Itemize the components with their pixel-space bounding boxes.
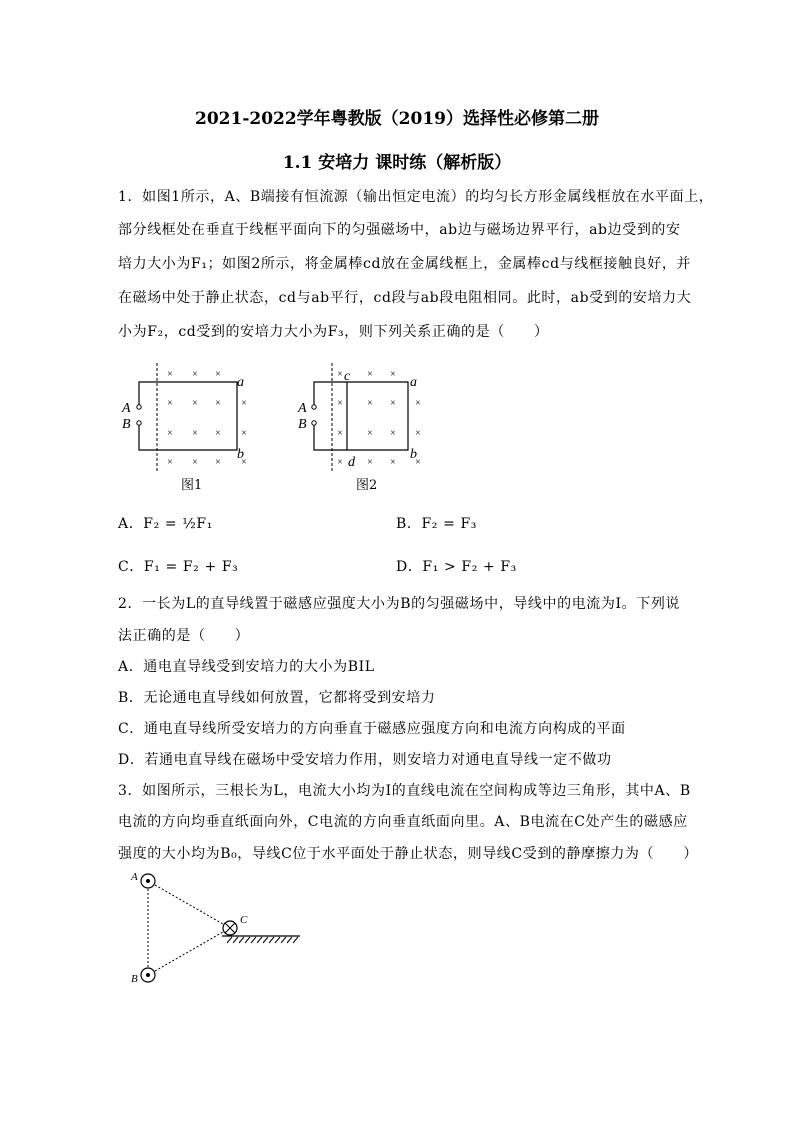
svg-text:×: ×	[415, 457, 421, 468]
fig1-label-b: b	[237, 447, 244, 462]
page-title: 2021-2022学年粤教版（2019）选择性必修第二册	[195, 109, 599, 129]
svg-text:×: ×	[415, 428, 421, 439]
svg-text:×: ×	[167, 398, 173, 409]
svg-text:×: ×	[192, 428, 198, 439]
svg-text:×: ×	[367, 369, 373, 380]
svg-text:×: ×	[192, 369, 198, 380]
fig2-caption: 图2	[356, 478, 378, 493]
fig1-caption: 图1	[181, 478, 203, 493]
q2-option-a: A．通电直导线受到安培力的大小为BIL	[118, 659, 375, 675]
q3-line-1: 3．如图所示，三根长为L，电流大小均为I的直线电流在空间构成等边三角形，其中A、B	[118, 783, 691, 799]
q1-figure-2	[290, 362, 450, 472]
q1-option-b: B．F₂ = F₃	[396, 516, 477, 532]
svg-text:×: ×	[241, 457, 247, 468]
svg-text:×: ×	[390, 398, 396, 409]
svg-text:×: ×	[337, 369, 343, 380]
q1-line-5: 小为F₂，cd受到的安培力大小为F₃，则下列关系正确的是（ ）	[118, 324, 549, 340]
q3-line-2: 电流的方向均垂直纸面向外，C电流的方向垂直纸面向里。A、B电流在C处产生的磁感应	[118, 814, 688, 830]
q1-line-2: 部分线框处在垂直于线框平面向下的匀强磁场中，ab边与磁场边界平行，ab边受到的安	[118, 222, 681, 238]
svg-text:×: ×	[337, 428, 343, 439]
svg-text:×: ×	[337, 398, 343, 409]
svg-text:×: ×	[167, 457, 173, 468]
svg-text:×: ×	[192, 398, 198, 409]
fig2-label-a: a	[410, 375, 417, 390]
fig2-label-B: B	[298, 417, 307, 432]
fig3-label-A: A	[131, 871, 138, 883]
fig2-label-A: A	[298, 401, 307, 416]
svg-text:×: ×	[167, 369, 173, 380]
svg-text:×: ×	[390, 369, 396, 380]
q1-figure-1	[110, 362, 270, 472]
svg-text:×: ×	[367, 428, 373, 439]
svg-text:×: ×	[215, 428, 221, 439]
svg-text:×: ×	[367, 398, 373, 409]
svg-text:×: ×	[337, 457, 343, 468]
svg-text:×: ×	[215, 398, 221, 409]
svg-text:×: ×	[215, 457, 221, 468]
svg-text:×: ×	[415, 398, 421, 409]
q1-option-d: D．F₁ > F₂ + F₃	[396, 559, 517, 575]
fig3-label-B: B	[131, 973, 138, 985]
svg-text:×: ×	[215, 369, 221, 380]
q3-figure	[125, 866, 305, 986]
q2-option-b: B．无论通电直导线如何放置，它都将受到安培力	[118, 690, 436, 706]
q1-line-4: 在磁场中处于静止状态，cd与ab平行，cd段与ab段电阻相同。此时，ab受到的安培力大	[118, 290, 692, 306]
q2-option-c: C．通电直导线所受安培力的方向垂直于磁感应强度方向和电流方向构成的平面	[118, 721, 626, 737]
fig3-label-C: C	[240, 914, 248, 926]
svg-text:×: ×	[390, 457, 396, 468]
svg-text:×: ×	[367, 457, 373, 468]
svg-text:×: ×	[241, 398, 247, 409]
svg-text:×: ×	[192, 457, 198, 468]
fig2-label-b: b	[410, 447, 417, 462]
svg-text:×: ×	[241, 428, 247, 439]
q1-option-c: C．F₁ = F₂ + F₃	[118, 559, 239, 575]
q2-option-d: D．若通电直导线在磁场中受安培力作用，则安培力对通电直导线一定不做功	[118, 752, 612, 768]
q3-line-3: 强度的大小均为B₀，导线C位于水平面处于静止状态，则导线C受到的静摩擦力为（ ）	[118, 846, 698, 862]
q1-line-3: 培力大小为F₁；如图2所示，将金属棒cd放在金属线框上，金属棒cd与线框接触良好，并	[118, 256, 692, 272]
q1-option-a: A．F₂ = ½F₁	[118, 516, 213, 532]
fig1-label-a: a	[237, 375, 244, 390]
page-subtitle: 1.1 安培力 课时练（解析版）	[282, 153, 512, 173]
svg-text:×: ×	[390, 428, 396, 439]
fig2-label-c: c	[344, 369, 351, 384]
q1-line-1: 1．如图1所示，A、B端接有恒流源（输出恒定电流）的均匀长方形金属线框放在水平面上，	[118, 189, 714, 205]
q2-line-1: 2．一长为L的直导线置于磁感应强度大小为B的匀强磁场中，导线中的电流为I。下列说	[118, 596, 681, 612]
svg-text:×: ×	[167, 428, 173, 439]
fig1-label-A: A	[122, 401, 131, 416]
fig1-label-B: B	[122, 417, 131, 432]
fig2-label-d: d	[348, 455, 355, 470]
q2-line-2: 法正确的是（ ）	[118, 628, 250, 644]
